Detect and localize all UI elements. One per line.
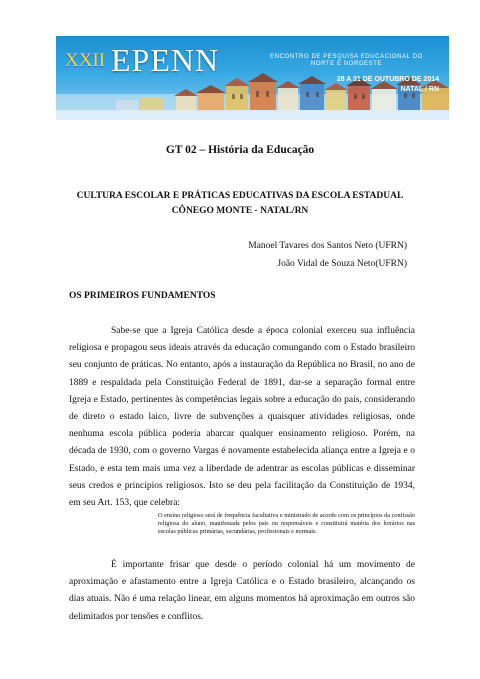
author-2: João Vidal de Souza Neto(UFRN): [277, 259, 407, 269]
event-dates: 28 A 31 DE OUTUBRO DE 2014: [336, 76, 439, 83]
paper-title-line-2: CÔNEGO MONTE - NATAL/RN: [171, 206, 309, 216]
section-heading: OS PRIMEIROS FUNDAMENTOS: [69, 291, 216, 301]
body-paragraph-1: Sabe-se que a Igreja Católica desde a época colonial exerceu sua influência religiosa e propagou seus ideais através da educação comungando com o Estado brasileiro seu conjunto de práticas. No entanto, após a instauração da República no Brasil, no ano de 1889 e respaldada pela Constituição Federal de 1891, dar-se a separação formal entre Igreja e Estado, pertinentes às competências legais sobre a educação do país, considerando de direto o estado laico, livre de subvenções a quaisquer atividades religiosas, onde nenhuma escola pública poderia abarcar qualquer ensinamento religioso. Porém, na década de 1930, com o governo Vargas é novamente estabelecida aliança entre a Igreja e o Estado, e esta tem mais uma vez a liberdade de adentrar as escolas públicas e disseminar seus credos e princípios religiosos. Isto se deu pela facilitação da Constituição de 1934, em seu Art. 153, que celebra:: [69, 326, 415, 509]
event-edition: XXII: [65, 50, 106, 71]
event-place: NATAL / RN: [400, 86, 439, 93]
paper-title: [70, 189, 410, 219]
event-banner: [56, 36, 449, 120]
author-1: Manoel Tavares dos Santos Neto (UFRN): [248, 241, 407, 251]
body-paragraph-2: É importante frisar que desde o período colonial há um movimento de aproximação e afastamento entre a Igreja Católica e o Estado brasileiro, alcançando os dias atuais. Não é uma relação linear, em alguns momentos há aproximação em outros são delimitados por tensões e conflitos.: [69, 560, 415, 622]
event-logo: EPENN: [111, 42, 220, 78]
event-subtitle: ENCONTRO DE PESQUISA EDUCACIONAL DO NORTE E NORDESTE: [270, 54, 423, 67]
block-quote: O ensino religioso será de frequência facultativa e ministrado de acordo com os princípios da confissão religiosa do aluno, manifestada pelos pais ou responsáveis e constituirá matéria dos horários nas escolas públicas primárias, secundárias, profissionais e normais.: [158, 512, 415, 536]
working-group-heading: GT 02 – História da Educação: [165, 144, 315, 156]
paper-title-line-1: CULTURA ESCOLAR E PRÁTICAS EDUCATIVAS DA ESCOLA ESTADUAL: [76, 191, 404, 201]
